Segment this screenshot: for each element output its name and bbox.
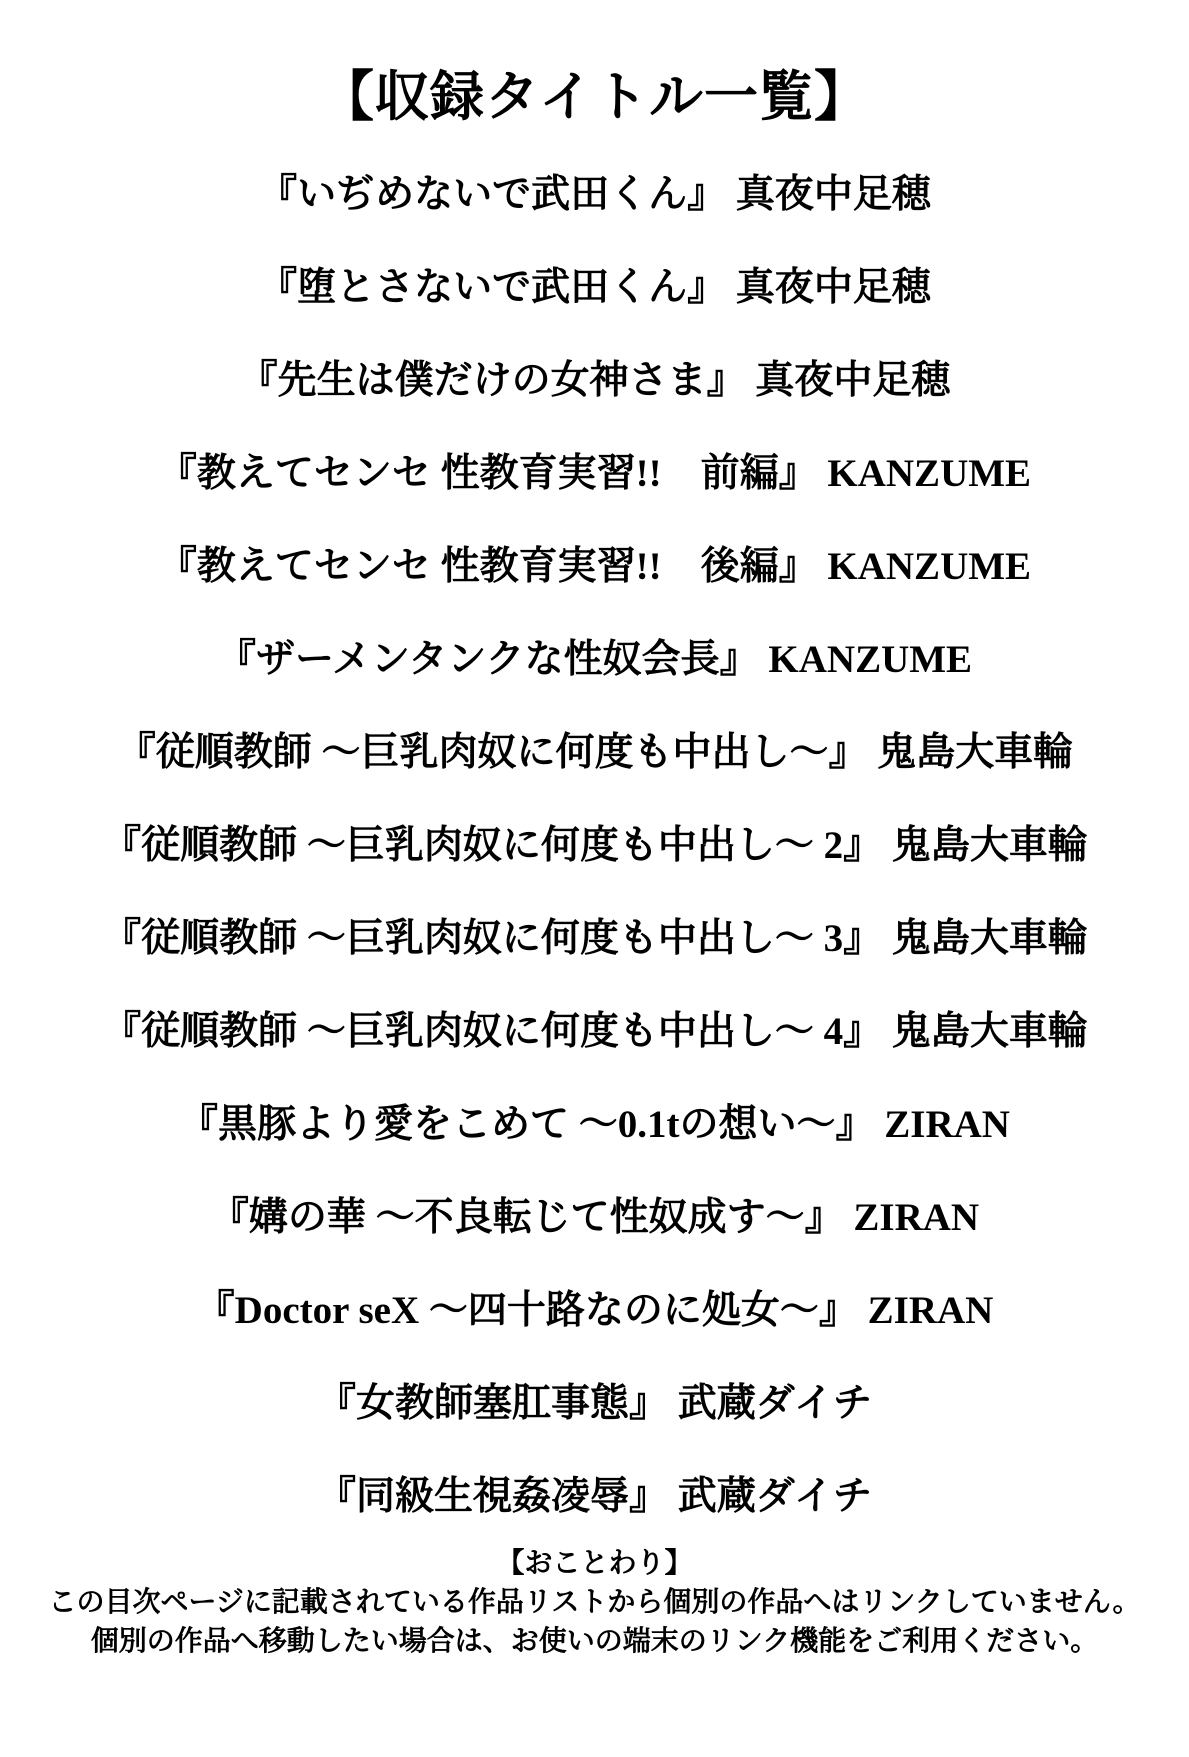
work-item: 『先生は僕だけの女神さま』 真夜中足穂 [238, 359, 951, 402]
toc-page [0, 67, 1189, 1757]
work-item: 『従順教師 ～巨乳肉奴に何度も中出し～』 鬼島大車輪 [116, 731, 1073, 774]
page-title: 【収録タイトル一覧】 [320, 67, 869, 127]
work-item: 『いぢめないで武田くん』 真夜中足穂 [258, 173, 931, 216]
work-item: 『従順教師 ～巨乳肉奴に何度も中出し～ 3』 鬼島大車輪 [102, 917, 1087, 960]
work-item: 『従順教師 ～巨乳肉奴に何度も中出し～ 2』 鬼島大車輪 [102, 824, 1087, 867]
work-item: 『同級生視姦凌辱』 武蔵ダイチ [317, 1475, 872, 1518]
work-list [0, 175, 1189, 1517]
notice-line: この目次ページに記載されている作品リストから個別の作品へはリンクしていません。 [48, 1586, 1141, 1617]
work-item: 『女教師塞肛事態』 武蔵ダイチ [317, 1382, 872, 1425]
work-item: 『媾の華 ～不良転じて性奴成す～』 ZIRAN [209, 1196, 980, 1239]
notice-line: 個別の作品へ移動したい場合は、お使いの端末のリンク機能をご利用ください。 [90, 1625, 1099, 1656]
work-item: 『黒豚より愛をこめて ～0.1tの想い～』 ZIRAN [179, 1103, 1010, 1146]
work-item: 『教えてセンセ 性教育実習!! 後編』 KANZUME [157, 545, 1032, 588]
work-item: 『従順教師 ～巨乳肉奴に何度も中出し～ 4』 鬼島大車輪 [102, 1010, 1087, 1053]
work-item: 『Doctor seX ～四十路なのに処女～』 ZIRAN [195, 1289, 994, 1332]
work-item: 『教えてセンセ 性教育実習!! 前編』 KANZUME [157, 452, 1032, 495]
work-item: 『ザーメンタンクな性奴会長』 KANZUME [216, 638, 973, 681]
work-item: 『堕とさないで武田くん』 真夜中足穂 [258, 266, 931, 309]
notice-section [0, 1543, 1189, 1660]
notice-heading: 【おことわり】 [496, 1547, 693, 1578]
